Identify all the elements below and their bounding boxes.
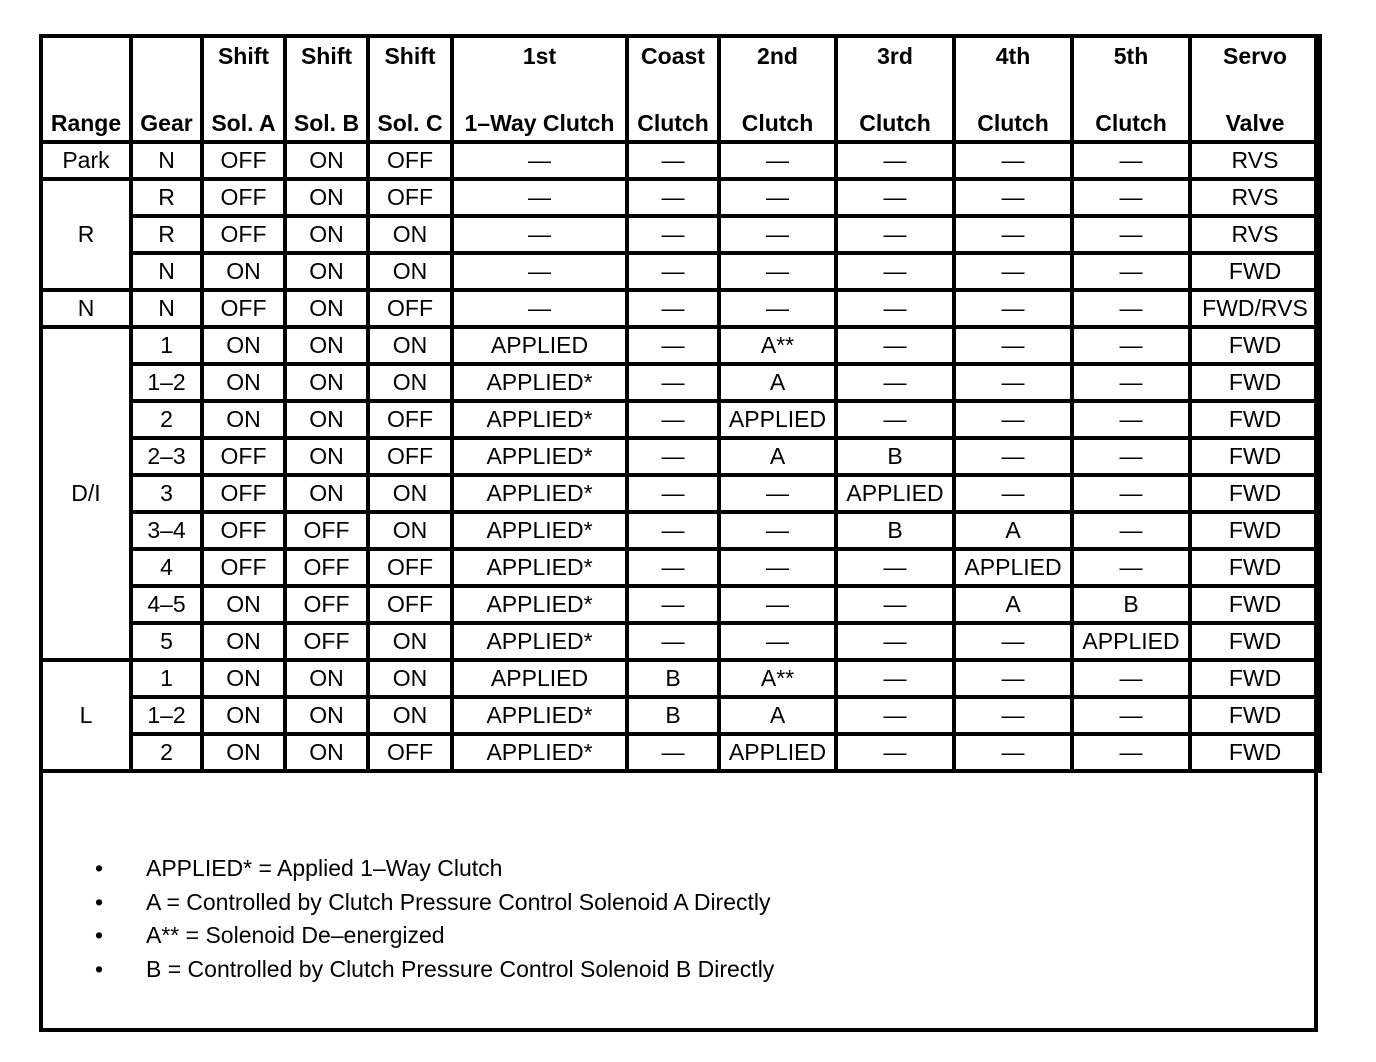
table-cell: FWD (1190, 549, 1320, 586)
table-cell: — (954, 734, 1072, 771)
table-cell: OFF (285, 512, 368, 549)
column-header (285, 36, 368, 142)
column-header (1190, 36, 1320, 142)
table-cell: — (836, 549, 954, 586)
table-cell: ON (202, 327, 285, 364)
table-cell: — (627, 142, 719, 179)
column-header-line2: Sol. C (377, 109, 443, 136)
table-cell: OFF (368, 586, 452, 623)
table-cell: — (719, 179, 836, 216)
table-header (41, 36, 1320, 142)
column-header (41, 36, 131, 142)
column-header-line1: Shift (217, 42, 270, 69)
bullet-icon: • (95, 955, 104, 982)
table-cell: — (627, 401, 719, 438)
table-cell: B (627, 697, 719, 734)
table-cell: — (1072, 364, 1190, 401)
table-cell: — (836, 179, 954, 216)
table-row (41, 586, 1320, 623)
range-cell: Park (41, 142, 131, 179)
table-cell: FWD (1190, 401, 1320, 438)
table-cell: — (836, 734, 954, 771)
bullet-icon: • (95, 855, 104, 881)
table-cell: — (719, 142, 836, 179)
table-cell: — (627, 253, 719, 290)
table-cell: OFF (368, 142, 452, 179)
table-row (41, 179, 1320, 216)
table-cell: — (627, 438, 719, 475)
table-cell: OFF (285, 586, 368, 623)
table-cell: FWD (1190, 364, 1320, 401)
table-row (41, 401, 1320, 438)
column-header-line1 (133, 39, 200, 73)
table-cell: ON (285, 660, 368, 697)
table-cell: ON (285, 475, 368, 512)
column-header-line2: Sol. A (211, 109, 276, 136)
table-cell: ON (285, 327, 368, 364)
column-header (368, 36, 452, 142)
column-header-line1: 4th (995, 42, 1031, 69)
table-cell: A (719, 697, 836, 734)
table-cell: ON (368, 216, 452, 253)
table-cell: — (954, 438, 1072, 475)
column-header (452, 36, 627, 142)
table-cell: ON (368, 364, 452, 401)
gear-cell: 4 (131, 549, 202, 586)
table-cell: APPLIED* (452, 512, 627, 549)
table-cell: — (836, 364, 954, 401)
table-cell: A (719, 438, 836, 475)
gear-cell: N (131, 290, 202, 327)
table-cell: — (836, 660, 954, 697)
table-cell: APPLIED (452, 660, 627, 697)
table-cell: — (836, 623, 954, 660)
table-cell: ON (202, 253, 285, 290)
table-cell: — (836, 253, 954, 290)
table-cell: — (627, 734, 719, 771)
table-cell: — (719, 586, 836, 623)
table-row (41, 697, 1320, 734)
table-cell: ON (285, 401, 368, 438)
table-cell: — (1072, 512, 1190, 549)
table-cell: — (719, 216, 836, 253)
column-header-line2: Gear (140, 109, 193, 136)
table-cell: FWD (1190, 660, 1320, 697)
table-cell: ON (285, 734, 368, 771)
table-cell: — (627, 549, 719, 586)
table-cell: ON (202, 623, 285, 660)
table-cell: — (627, 586, 719, 623)
table-row (41, 660, 1320, 697)
table-cell: — (1072, 216, 1190, 253)
note-text: B = Controlled by Clutch Pressure Control Solenoid B Directly (146, 955, 775, 982)
table-cell: APPLIED* (452, 438, 627, 475)
table-cell: FWD/RVS (1190, 290, 1320, 327)
table-cell: ON (285, 253, 368, 290)
table-cell: APPLIED (452, 327, 627, 364)
table-row (41, 438, 1320, 475)
table-cell: FWD (1190, 734, 1320, 771)
table-row (41, 364, 1320, 401)
table-cell: — (954, 660, 1072, 697)
table-cell: — (954, 290, 1072, 327)
table-cell: — (836, 216, 954, 253)
table-row (41, 142, 1320, 179)
table-cell: — (627, 290, 719, 327)
table-cell: ON (202, 734, 285, 771)
column-header-line2: Clutch (741, 109, 814, 136)
table-cell: — (1072, 290, 1190, 327)
table-cell: — (1072, 697, 1190, 734)
table-cell: — (719, 549, 836, 586)
note-item (43, 953, 1314, 987)
table-cell: — (452, 253, 627, 290)
table-cell: — (954, 216, 1072, 253)
table-cell: A (954, 512, 1072, 549)
column-header-line2: Clutch (859, 109, 931, 136)
table-cell: — (1072, 660, 1190, 697)
gear-cell: 3–4 (131, 512, 202, 549)
table-cell: A** (719, 327, 836, 364)
range-cell: D/I (41, 327, 131, 660)
table-cell: APPLIED* (452, 734, 627, 771)
table-cell: OFF (285, 549, 368, 586)
table-row (41, 216, 1320, 253)
gear-cell: 5 (131, 623, 202, 660)
gear-cell: 2 (131, 734, 202, 771)
table-cell: — (452, 179, 627, 216)
table-cell: — (836, 401, 954, 438)
table-cell: ON (285, 290, 368, 327)
table-cell: OFF (285, 623, 368, 660)
table-cell: ON (285, 697, 368, 734)
table-cell: OFF (202, 290, 285, 327)
column-header-line1: 1st (522, 42, 557, 69)
gear-cell: R (131, 216, 202, 253)
table-cell: APPLIED* (452, 549, 627, 586)
table-cell: ON (202, 660, 285, 697)
table-cell: RVS (1190, 142, 1320, 179)
header-row (41, 36, 1320, 142)
column-header (202, 36, 285, 142)
column-header (954, 36, 1072, 142)
table-row (41, 290, 1320, 327)
column-header-line1: 3rd (877, 42, 913, 69)
table-cell: B (836, 512, 954, 549)
table-cell: — (1072, 438, 1190, 475)
table-cell: ON (285, 438, 368, 475)
table-row (41, 475, 1320, 512)
table-cell: APPLIED (836, 475, 954, 512)
note-text: A = Controlled by Clutch Pressure Control Solenoid A Directly (146, 888, 771, 915)
table-cell: OFF (368, 290, 452, 327)
column-header-line1: Shift (384, 42, 436, 69)
table-cell: RVS (1190, 179, 1320, 216)
table-cell: OFF (368, 734, 452, 771)
table-cell: B (627, 660, 719, 697)
table-cell: — (719, 623, 836, 660)
table-cell: — (719, 253, 836, 290)
table-cell: — (836, 142, 954, 179)
column-header-line2: Clutch (977, 109, 1049, 136)
table-cell: — (954, 623, 1072, 660)
table-cell: OFF (202, 142, 285, 179)
table-cell: FWD (1190, 586, 1320, 623)
table-row (41, 327, 1320, 364)
range-cell: L (41, 660, 131, 771)
table-row (41, 512, 1320, 549)
table-cell: — (954, 327, 1072, 364)
table-row (41, 734, 1320, 771)
table-cell: ON (368, 253, 452, 290)
column-header-line1: Shift (300, 42, 353, 69)
column-header (131, 36, 202, 142)
table-cell: B (1072, 586, 1190, 623)
table-cell: B (836, 438, 954, 475)
note-item (43, 852, 1314, 886)
table-cell: — (954, 475, 1072, 512)
table-cell: APPLIED (954, 549, 1072, 586)
table-cell: ON (368, 475, 452, 512)
table-cell: — (836, 290, 954, 327)
table-cell: — (627, 179, 719, 216)
table-cell: — (836, 697, 954, 734)
table-cell: APPLIED (719, 401, 836, 438)
table-cell: — (627, 364, 719, 401)
gear-cell: 3 (131, 475, 202, 512)
table-cell: APPLIED* (452, 697, 627, 734)
table-cell: FWD (1190, 512, 1320, 549)
column-header-line1: 5th (1113, 42, 1149, 69)
table-cell: ON (202, 697, 285, 734)
table-row (41, 253, 1320, 290)
range-cell: N (41, 290, 131, 327)
table-cell: — (954, 253, 1072, 290)
table-cell: APPLIED* (452, 475, 627, 512)
table-cell: — (1072, 734, 1190, 771)
table-cell: A** (719, 660, 836, 697)
table-cell: — (627, 475, 719, 512)
table-cell: RVS (1190, 216, 1320, 253)
table-cell: ON (368, 697, 452, 734)
table-cell: ON (368, 660, 452, 697)
gear-cell: 1–2 (131, 364, 202, 401)
table-cell: — (452, 142, 627, 179)
range-cell: R (41, 179, 131, 290)
table-row (41, 623, 1320, 660)
table-cell: APPLIED (1072, 623, 1190, 660)
table-cell: — (954, 179, 1072, 216)
table-cell: APPLIED* (452, 364, 627, 401)
table-cell: — (452, 216, 627, 253)
table-cell: OFF (202, 475, 285, 512)
table-cell: — (627, 216, 719, 253)
legend-notes (43, 852, 1314, 1028)
table-cell: — (954, 364, 1072, 401)
table-cell: — (1072, 327, 1190, 364)
column-header-line2: Clutch (1095, 109, 1167, 136)
note-text: A** = Solenoid De–energized (146, 922, 445, 948)
table-cell: ON (285, 364, 368, 401)
table-cell: — (1072, 401, 1190, 438)
note-text: APPLIED* = Applied 1–Way Clutch (146, 855, 503, 881)
table-cell: ON (368, 327, 452, 364)
table-cell: ON (202, 401, 285, 438)
gear-cell: 1 (131, 327, 202, 364)
table-cell: — (1072, 179, 1190, 216)
table-cell: ON (368, 623, 452, 660)
table-cell: OFF (202, 216, 285, 253)
table-cell: ON (202, 586, 285, 623)
column-header-line2: Sol. B (293, 109, 360, 136)
gear-cell: 1 (131, 660, 202, 697)
table-cell: — (1072, 253, 1190, 290)
table-cell: ON (285, 179, 368, 216)
table-body (41, 142, 1320, 771)
shift-solenoid-table (39, 34, 1322, 773)
table-row (41, 549, 1320, 586)
column-header (719, 36, 836, 142)
bullet-icon: • (95, 922, 104, 948)
table-cell: A (719, 364, 836, 401)
note-item (43, 886, 1314, 920)
table-cell: OFF (368, 179, 452, 216)
table-cell: ON (285, 216, 368, 253)
table-cell: OFF (202, 179, 285, 216)
table-cell: — (836, 586, 954, 623)
table-cell: OFF (202, 549, 285, 586)
gear-cell: 4–5 (131, 586, 202, 623)
table-cell: FWD (1190, 623, 1320, 660)
column-header-line2: Range (50, 109, 122, 136)
table-cell: — (452, 290, 627, 327)
note-item (43, 919, 1314, 953)
table-cell: — (719, 512, 836, 549)
gear-cell: N (131, 142, 202, 179)
column-header-line2: Clutch (637, 109, 709, 136)
table-cell: A (954, 586, 1072, 623)
table-cell: OFF (202, 438, 285, 475)
table-cell: — (1072, 549, 1190, 586)
table-cell: — (1072, 475, 1190, 512)
table-cell: APPLIED (719, 734, 836, 771)
table-cell: — (1072, 142, 1190, 179)
column-header-line1: Coast (641, 42, 705, 69)
column-header-line2: Valve (1225, 109, 1285, 136)
table-cell: — (954, 142, 1072, 179)
table-cell: OFF (368, 401, 452, 438)
table-cell: OFF (202, 512, 285, 549)
table-cell: ON (368, 512, 452, 549)
gear-cell: N (131, 253, 202, 290)
gear-cell: 1–2 (131, 697, 202, 734)
bullet-icon: • (95, 888, 104, 915)
column-header-line2: 1–Way Clutch (464, 109, 615, 136)
table-cell: OFF (368, 438, 452, 475)
column-header-line1: 2nd (757, 42, 798, 69)
column-header (1072, 36, 1190, 142)
gear-cell: R (131, 179, 202, 216)
table-cell: ON (202, 364, 285, 401)
column-header (627, 36, 719, 142)
table-cell: APPLIED* (452, 401, 627, 438)
table-cell: FWD (1190, 253, 1320, 290)
table-cell: — (719, 475, 836, 512)
column-header (836, 36, 954, 142)
column-header-line1 (43, 39, 129, 73)
table-cell: — (954, 697, 1072, 734)
table-cell: — (627, 327, 719, 364)
table-cell: FWD (1190, 438, 1320, 475)
table-cell: FWD (1190, 697, 1320, 734)
table-cell: — (836, 327, 954, 364)
table-cell: APPLIED* (452, 623, 627, 660)
table-cell: — (954, 401, 1072, 438)
table-cell: OFF (368, 549, 452, 586)
table-cell: ON (285, 142, 368, 179)
gear-cell: 2 (131, 401, 202, 438)
table-cell: FWD (1190, 327, 1320, 364)
gear-cell: 2–3 (131, 438, 202, 475)
notes-list (43, 852, 1314, 986)
table-cell: — (627, 512, 719, 549)
table-cell: — (719, 290, 836, 327)
table-cell: APPLIED* (452, 586, 627, 623)
column-header-line1: Servo (1223, 42, 1287, 69)
table-cell: — (627, 623, 719, 660)
table-cell: FWD (1190, 475, 1320, 512)
